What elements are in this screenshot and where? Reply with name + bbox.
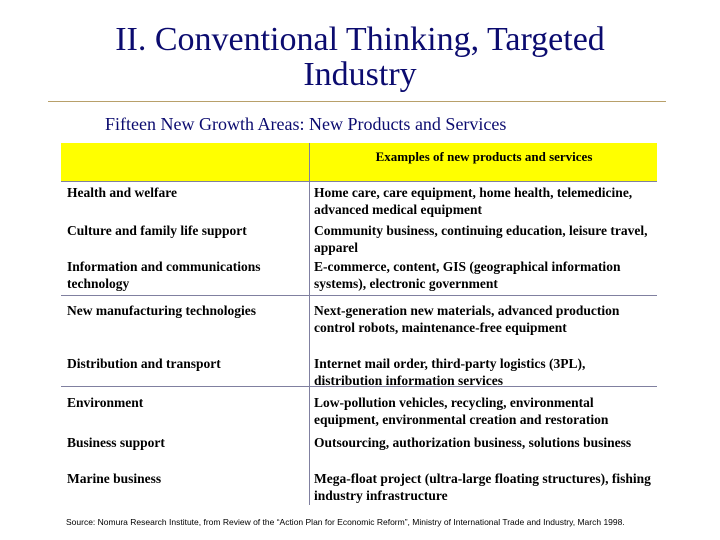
table-row-examples: Community business, continuing education, leisure travel, apparel	[314, 223, 648, 255]
table-row-area: Business support	[67, 435, 165, 450]
row-divider	[61, 181, 657, 182]
table-row-area: Information and communications technology	[67, 259, 261, 291]
table-header	[61, 143, 657, 181]
table-row-area: New manufacturing technologies	[67, 303, 256, 318]
table-row-examples: Next-generation new materials, advanced production control robots, maintenance-free equipment	[314, 303, 620, 335]
table-row-examples: Internet mail order, third-party logistics (3PL), distribution information services	[314, 356, 586, 388]
title-divider	[48, 101, 666, 102]
table-header-examples: Examples of new products and services	[375, 149, 593, 164]
table-row-examples: E-commerce, content, GIS (geographical information systems), electronic government	[314, 259, 621, 291]
table-row-examples: Low-pollution vehicles, recycling, environmental equipment, environmental creation and restoration	[314, 395, 609, 427]
source-note: Source: Nomura Research Institute, from Review of the “Action Plan for Economic Reform”, Ministry of International Trade and Industry, March 1998.	[66, 517, 625, 527]
table-row-area: Health and welfare	[67, 185, 177, 200]
slide-title	[0, 22, 720, 92]
row-divider	[61, 295, 657, 296]
slide-title-line-2: Industry	[303, 56, 417, 93]
column-divider	[309, 143, 310, 505]
slide-title-line-1: II. Conventional Thinking, Targeted	[115, 21, 605, 58]
table-row-area: Distribution and transport	[67, 356, 221, 371]
table-row-area: Environment	[67, 395, 144, 410]
table-row-examples: Mega-float project (ultra-large floating structures), fishing industry infrastructure	[314, 471, 651, 503]
table-row-area: Marine business	[67, 471, 162, 486]
table-row-examples: Outsourcing, authorization business, solutions business	[314, 435, 632, 450]
table-row-examples: Home care, care equipment, home health, telemedicine, advanced medical equipment	[314, 185, 633, 217]
table-row-area: Culture and family life support	[67, 223, 247, 238]
growth-areas-table	[61, 143, 657, 505]
slide-subtitle: Fifteen New Growth Areas: New Products and Services	[105, 114, 507, 134]
